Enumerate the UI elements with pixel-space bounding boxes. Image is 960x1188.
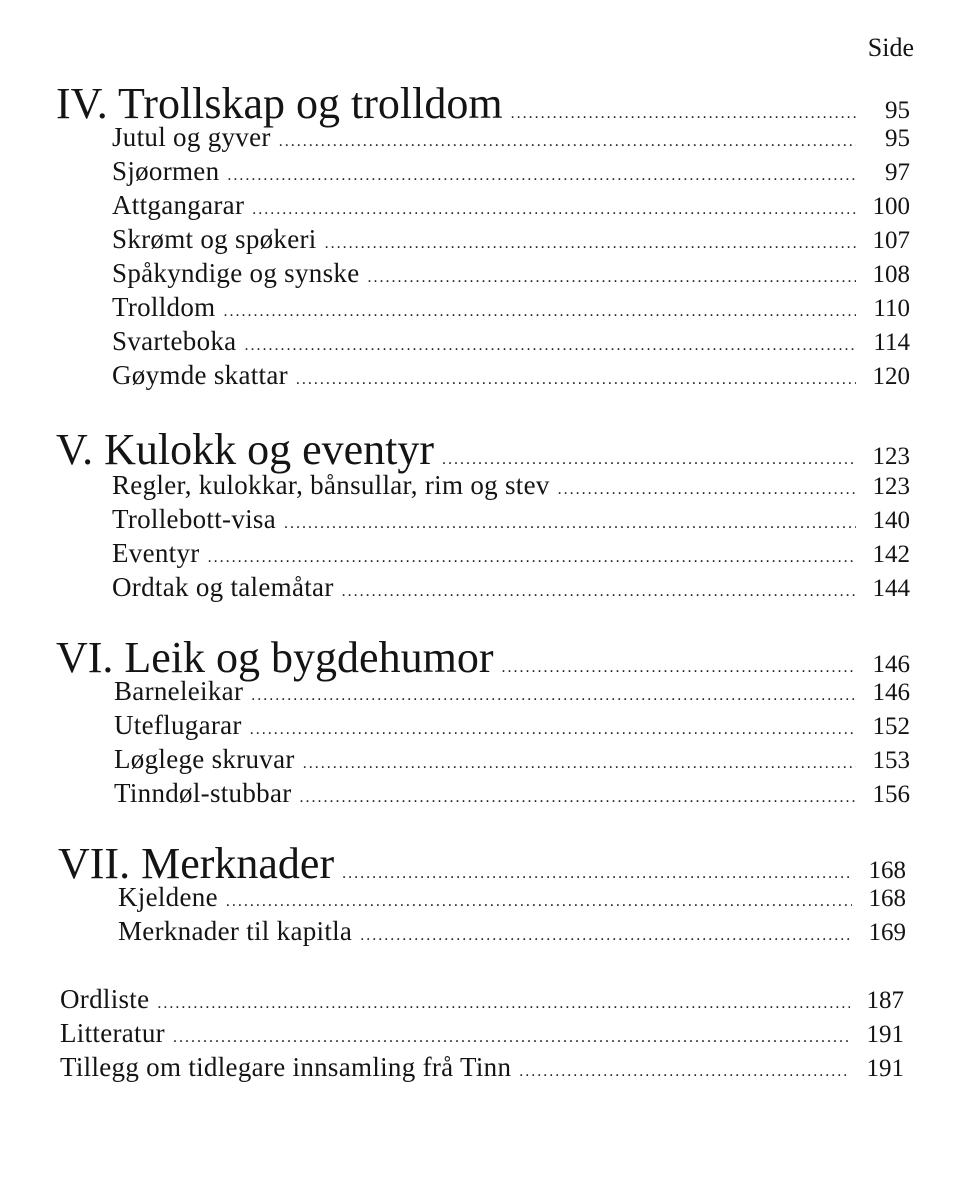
- dot-leader: [325, 235, 856, 253]
- dot-leader: [501, 659, 856, 677]
- page-number: 144: [872, 575, 910, 602]
- toc-item: [112, 122, 910, 153]
- page-number: 108: [872, 261, 910, 288]
- toc-item: [114, 744, 910, 775]
- item-title: Kjeldene: [118, 882, 218, 912]
- toc-item: [112, 470, 910, 501]
- item-title: Sjøormen: [112, 156, 220, 186]
- item-title: Tinndøl-stubbar: [114, 778, 292, 808]
- dot-leader: [519, 1063, 850, 1081]
- toc-item: [118, 916, 906, 947]
- page-number: 95: [885, 97, 910, 124]
- side-column-label: Side: [867, 33, 914, 62]
- toc-misc-item: [60, 1052, 904, 1083]
- dot-leader: [296, 371, 856, 389]
- section-title: VII. Merknader: [58, 839, 335, 888]
- page-number: 156: [872, 781, 910, 808]
- item-title: Ordliste: [60, 984, 150, 1014]
- item-title: Trolldom: [112, 292, 216, 322]
- toc-item: [114, 778, 910, 809]
- item-title: Tillegg om tidlegare innsamling frå Tinn: [60, 1052, 512, 1082]
- item-title: Merknader til kapitla: [118, 916, 353, 946]
- dot-leader: [300, 789, 856, 807]
- item-title: Regler, kulokkar, bånsullar, rim og stev: [112, 470, 550, 500]
- item-title: Eventyr: [112, 538, 200, 568]
- dot-leader: [157, 995, 850, 1013]
- item-title: Løglege skruvar: [114, 744, 295, 774]
- toc-item: [112, 326, 910, 357]
- page-number: 169: [868, 919, 906, 946]
- page-number: 100: [872, 193, 910, 220]
- dot-leader: [511, 105, 856, 123]
- toc-item: [112, 224, 910, 255]
- page-number: 152: [872, 713, 910, 740]
- page-number: 146: [872, 679, 910, 706]
- page-number: 153: [872, 747, 910, 774]
- page-number: 120: [872, 363, 910, 390]
- item-title: Svarteboka: [112, 326, 237, 356]
- item-title: Trollebott-visa: [112, 504, 277, 534]
- dot-leader: [342, 865, 852, 883]
- toc-item: [114, 710, 910, 741]
- dot-leader: [342, 583, 856, 601]
- page-number: 168: [868, 885, 906, 912]
- toc-item: [112, 258, 910, 289]
- page-number: 95: [885, 125, 910, 152]
- dot-leader: [367, 269, 856, 287]
- toc-section: [56, 424, 910, 475]
- page-number: 142: [872, 541, 910, 568]
- toc-item: [114, 676, 910, 707]
- item-title: Ordtak og talemåtar: [112, 572, 334, 602]
- page-number: 140: [872, 507, 910, 534]
- dot-leader: [251, 687, 856, 705]
- page-number: 168: [868, 857, 906, 884]
- dot-leader: [227, 167, 856, 185]
- dot-leader: [360, 927, 852, 945]
- page-number: 191: [866, 1021, 904, 1048]
- page-number: 146: [872, 651, 910, 678]
- dot-leader: [244, 337, 856, 355]
- page-number: 187: [866, 987, 904, 1014]
- page-number: 110: [873, 295, 910, 322]
- toc-misc-item: [60, 1018, 904, 1049]
- dot-leader: [173, 1029, 850, 1047]
- dot-leader: [442, 451, 856, 469]
- item-title: Spåkyndige og synske: [112, 258, 360, 288]
- item-title: Attgangarar: [112, 190, 245, 220]
- page-number: 123: [872, 443, 910, 470]
- toc-item: [112, 504, 910, 535]
- page-number: 114: [873, 329, 910, 356]
- page-number: 191: [866, 1055, 904, 1082]
- item-title: Barneleikar: [114, 676, 244, 706]
- page-number: 123: [872, 473, 910, 500]
- section-title: VI. Leik og bygdehumor: [56, 633, 494, 682]
- toc-item: [112, 190, 910, 221]
- dot-leader: [252, 201, 856, 219]
- dot-leader: [223, 303, 856, 321]
- item-title: Litteratur: [60, 1018, 165, 1048]
- toc-misc-item: [60, 984, 904, 1015]
- dot-leader: [558, 481, 856, 499]
- toc-item: [118, 882, 906, 913]
- section-title: V. Kulokk og eventyr: [56, 425, 435, 474]
- dot-leader: [279, 133, 856, 151]
- dot-leader: [284, 515, 856, 533]
- toc-item: [112, 156, 910, 187]
- dot-leader: [250, 721, 856, 739]
- toc-item: [112, 292, 910, 323]
- item-title: Skrømt og spøkeri: [112, 224, 317, 254]
- dot-leader: [208, 549, 856, 567]
- item-title: Uteflugarar: [114, 710, 242, 740]
- toc-item: [112, 538, 910, 569]
- item-title: Gøymde skattar: [112, 360, 288, 390]
- dot-leader: [303, 755, 856, 773]
- page-number: 97: [885, 159, 910, 186]
- toc-item: [112, 572, 910, 603]
- page-number: 107: [872, 227, 910, 254]
- dot-leader: [226, 893, 852, 911]
- item-title: Jutul og gyver: [112, 122, 271, 152]
- toc-item: [112, 360, 910, 391]
- section-title: IV. Trollskap og trolldom: [56, 79, 503, 128]
